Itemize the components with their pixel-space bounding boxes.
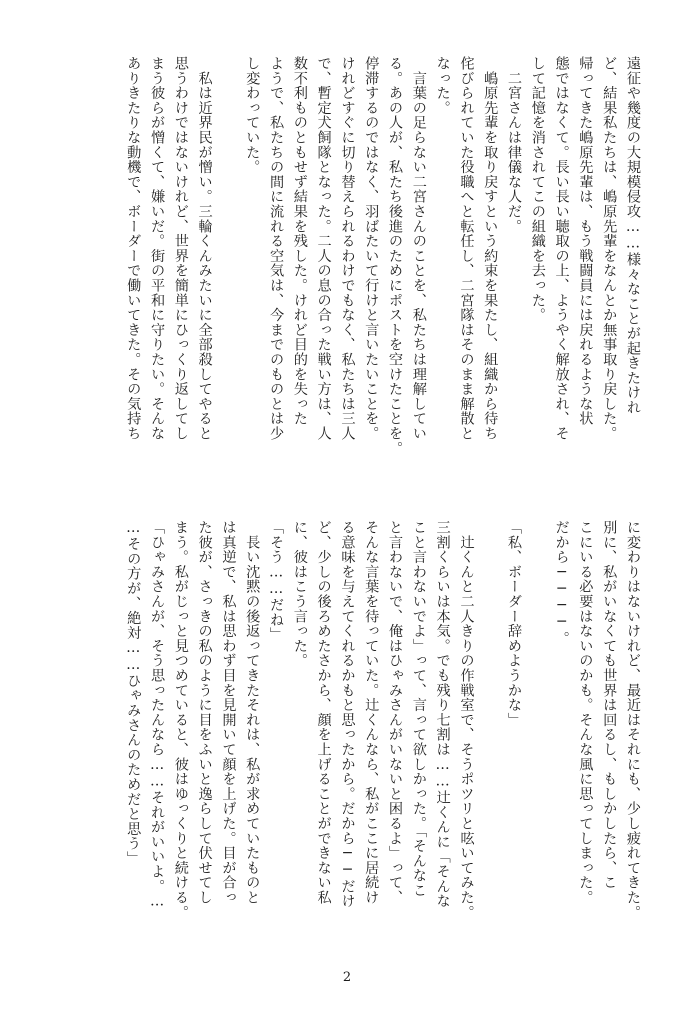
text-line: 「ひゃみさんが、そう思ったんなら……それがいいよ。…: [149, 520, 166, 911]
text-line: ど、結果私たちは、嶋原先輩をなんとか無事取り戻した。: [601, 56, 618, 441]
text-line: ありきたりな動機で、ボーダーで働いてきた。その気持ち: [125, 56, 142, 441]
text-line: と言わないで、俺はひゃみさんがいないと困るよ」って、: [387, 520, 404, 905]
text-line: [477, 520, 501, 950]
text-line: に変わりはないけれど、最近はそれにも、少し疲れてきた。: [625, 520, 641, 920]
text-line: 思うわけではないけれど、世界を簡単にひっくり返してし: [172, 56, 189, 441]
text-line: して記憶を消されてこの組織を去った。: [529, 56, 546, 323]
text-line: こと言わないでよ」って、言って欲しかった。「そんなこ: [410, 520, 427, 898]
text-line: る。あの人が、私たち後進のためにポストを空けたことを。: [387, 56, 404, 456]
text-line: …その方が、絶対……ひゃみさんのためだと思う」: [125, 520, 142, 866]
text-line: ようで、私たちの間に流れる空気は、今までのものとは少: [268, 56, 285, 441]
text-line: 帰ってきた嶋原先輩は、もう戦闘員には戻れるような状: [577, 56, 594, 426]
text-line: 態ではなくて。長い長い聴取の上、ようやく解放され、そ: [553, 56, 570, 441]
text-line: なった。: [434, 56, 451, 116]
text-line: [216, 56, 240, 501]
text-line: そんな言葉を待っていた。辻くんなら、私がここに居続け: [363, 520, 380, 905]
text-line: 長い沈黙の後返ってきたそれは、私が求めていたものと: [244, 520, 261, 905]
text-line: は真逆で、私は思わず目を見開いて顔を上げた。目が合っ: [220, 520, 237, 905]
lower-text-block: [52, 520, 644, 950]
text-line: で、暫定犬飼隊となった。二人の息の合った戦い方は、人: [315, 56, 332, 441]
text-line: 「そう……だね」: [268, 520, 285, 642]
text-line: 数不利ものともせず結果を残した。けれど目的を失った: [291, 56, 308, 426]
page-number: 2: [342, 970, 352, 985]
text-line: 私は近界民が憎い。三輪くんみたいに全部殺してやると: [196, 56, 213, 441]
text-line: 言葉の足らない二宮さんのことを、私たちは理解してい: [410, 56, 427, 441]
text-line: し変わっていた。: [244, 56, 261, 175]
text-line: 停滞するのではなく、羽ばたいて行けと言いたいことを。: [363, 56, 380, 441]
text-line: [525, 520, 549, 950]
text-line: た彼が、さっきの私のように目をふいと逸らして伏せてし: [196, 520, 213, 905]
text-line: まう。私がじっと見つめていると、彼はゆっくりと続ける。: [172, 520, 189, 920]
text-line: けれどすぐに切り替えられるわけでもなく、私たちは三人: [339, 56, 356, 441]
text-line: だから────。: [553, 520, 570, 646]
text-line: 二宮さんは律儀な人だ。: [506, 56, 523, 234]
text-line: 遠征や幾度の大規模侵攻……様々なことが起きたけれ: [625, 56, 641, 415]
text-line: 侘びられていた役職へと転任し、二宮隊はそのまま解散と: [458, 56, 475, 441]
text-line: こにいる必要はないのかも。そんな風に思ってしまった。: [577, 520, 594, 905]
text-line: まう彼らが憎くて、嫌いだ。街の平和に守りたい。そんな: [149, 56, 166, 441]
upper-text-block: [52, 56, 644, 501]
text-line: 辻くんと二人きりの作戦室で、そうポツリと呟いてみた。: [458, 520, 475, 920]
text-line: ど、少しの後ろめたさから、顔を上げることができない私: [315, 520, 332, 905]
text-line: 嶋原先輩を取り戻すという約束を果たし、組織から待ち: [482, 56, 499, 441]
text-line: に、彼はこう言った。: [291, 520, 308, 668]
text-line: 「私、ボーダー辞めようかな」: [506, 520, 523, 728]
text-line: る意味を与えてくれるかもと思ったから。だから──だけ: [339, 520, 356, 909]
text-line: 別に、私がいなくても世界は回るし、もしかしたら、こ: [601, 520, 618, 890]
text-line: 三割くらいは本気。でも残り七割は……辻くんに「そんな: [434, 520, 451, 909]
